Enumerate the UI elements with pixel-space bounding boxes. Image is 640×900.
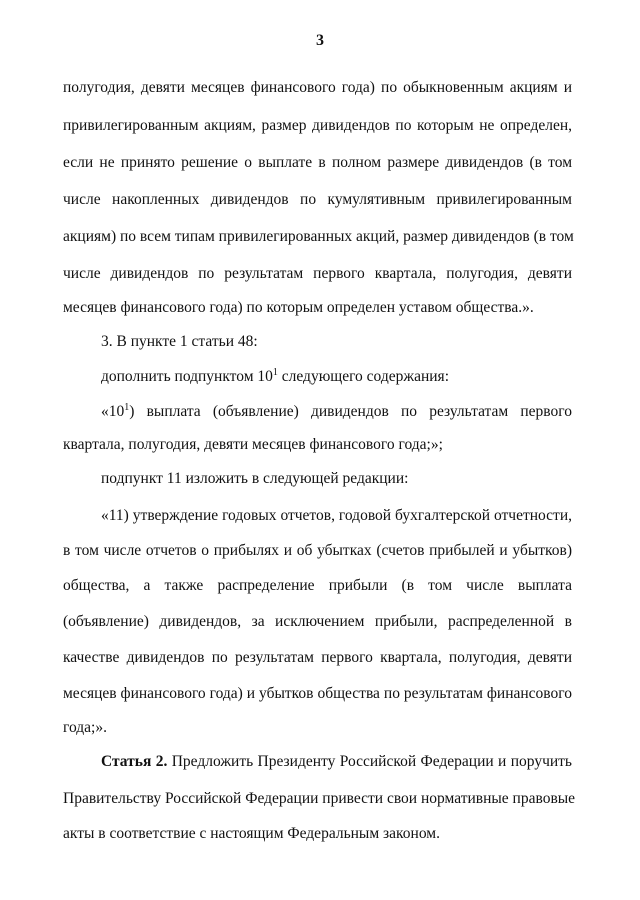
text-line: полугодия, девяти месяцев финансового года) по обыкновенным акциям и bbox=[63, 79, 572, 96]
text-line: квартала, полугодия, девяти месяцев финансового года;»; bbox=[63, 436, 443, 453]
text-line: года;». bbox=[63, 719, 107, 736]
text-line: 3. В пункте 1 статьи 48: bbox=[101, 333, 258, 350]
line-text: дополнить подпунктом 10 bbox=[101, 368, 273, 385]
text-line: качестве дивидендов по результатам первого квартала, полугодия, девяти bbox=[63, 649, 572, 666]
text-line: привилегированным акциям, размер дивидендов по которым не определен, bbox=[63, 117, 572, 134]
text-line: в том числе отчетов о прибылях и об убытках (счетов прибылей и убытков) bbox=[63, 542, 572, 559]
line-text: «10 bbox=[101, 403, 125, 420]
line-text: следующего содержания: bbox=[277, 368, 449, 385]
text-line: числе накопленных дивидендов по кумулятивным привилегированным bbox=[63, 191, 572, 208]
superscript: 1 bbox=[272, 366, 278, 378]
text-line: подпункт 11 изложить в следующей редакции: bbox=[101, 470, 409, 487]
text-line bbox=[101, 367, 572, 387]
text-line: если не принято решение о выплате в полном размере дивидендов (в том bbox=[63, 154, 572, 171]
article-heading: Статья 2. bbox=[101, 753, 168, 770]
text-line: (объявление) дивидендов, за исключением прибыли, распределенной в bbox=[63, 613, 572, 630]
text-line: «11) утверждение годовых отчетов, годовой бухгалтерской отчетности, bbox=[101, 507, 572, 524]
text-line: числе дивидендов по результатам первого квартала, полугодия, девяти bbox=[63, 265, 572, 282]
text-line bbox=[101, 752, 572, 772]
text-line: месяцев финансового года) и убытков общества по результатам финансового bbox=[63, 685, 572, 702]
text-line: месяцев финансового года) по которым определен уставом общества.». bbox=[63, 299, 534, 316]
line-text: Предложить Президенту Российской Федерации и поручить bbox=[167, 753, 572, 770]
text-line: Правительству Российской Федерации привести свои нормативные правовые bbox=[63, 790, 576, 807]
text-line: акциям) по всем типам привилегированных акций, размер дивидендов (в том bbox=[63, 228, 574, 245]
line-text: ) выплата (объявление) дивидендов по результатам первого bbox=[129, 403, 572, 420]
text-line bbox=[101, 402, 572, 422]
text-line: акты в соответствие с настоящим Федеральным законом. bbox=[63, 825, 440, 842]
text-line: общества, а также распределение прибыли (в том числе выплата bbox=[63, 577, 572, 594]
superscript: 1 bbox=[124, 401, 130, 413]
page-number: 3 bbox=[316, 32, 324, 49]
